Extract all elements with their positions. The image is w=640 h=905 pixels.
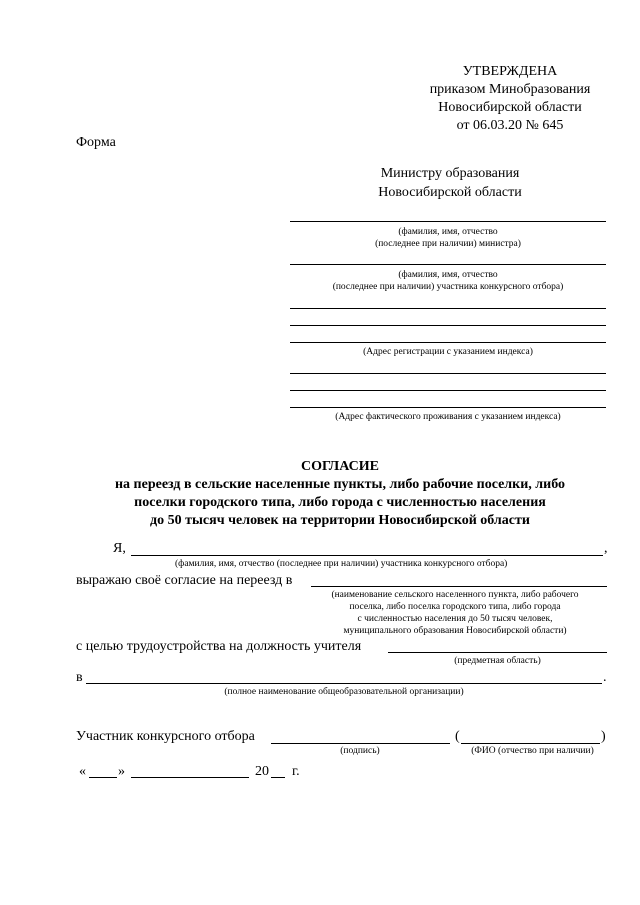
addressee-line-2: Новосибирской области xyxy=(378,185,522,200)
approval-date: от 06.03.20 № 645 xyxy=(456,118,564,133)
participant-label: Участник конкурсного отбора xyxy=(76,729,255,744)
v-label: в xyxy=(76,670,83,685)
date-year-suffix: г. xyxy=(292,764,300,779)
approval-region: Новосибирской области xyxy=(438,100,582,115)
applicant-name-hint: (фамилия, имя, отчество (последнее при наличии) участника конкурсного отбора) xyxy=(175,559,508,569)
actual-address-field-2[interactable] xyxy=(290,390,606,391)
reg-address-hint: (Адрес регистрации с указанием индекса) xyxy=(363,347,533,357)
actual-address-hint: (Адрес фактического проживания с указанием индекса) xyxy=(335,412,561,422)
fio-hint: (ФИО (отчество при наличии) xyxy=(471,746,594,756)
consent-text: выражаю своё согласие на переезд в xyxy=(76,573,293,588)
fio-close-paren: ) xyxy=(601,729,606,744)
reg-address-field-3[interactable] xyxy=(290,342,606,343)
purpose-text: с целью трудоустройства на должность учителя xyxy=(76,639,362,654)
approval-heading: УТВЕРЖДЕНА xyxy=(462,64,558,79)
v-period: . xyxy=(603,670,607,685)
consent-title-line-3: до 50 тысяч человек на территории Новосибирской области xyxy=(150,513,530,528)
date-day-field[interactable] xyxy=(89,777,117,778)
ya-comma: , xyxy=(604,541,608,556)
reg-address-field-1[interactable] xyxy=(290,308,606,309)
organization-hint: (полное наименование общеобразовательной организации) xyxy=(224,687,464,697)
participant-hint-2: (последнее при наличии) участника конкурсного отбора) xyxy=(332,282,564,292)
consent-heading: СОГЛАСИЕ xyxy=(301,459,379,474)
organization-field[interactable] xyxy=(86,683,602,684)
date-year-field[interactable] xyxy=(271,777,285,778)
signature-field[interactable] xyxy=(271,743,450,744)
addressee-line-1: Министру образования xyxy=(380,166,520,181)
actual-address-field-3[interactable] xyxy=(290,407,606,408)
fio-open-paren: ( xyxy=(455,729,460,744)
minister-hint-1: (фамилия, имя, отчество xyxy=(398,227,498,237)
place-hint-2: поселка, либо поселка городского типа, либо города xyxy=(349,602,561,612)
consent-title-line-2: поселки городского типа, либо города с численностью населения xyxy=(134,495,546,510)
participant-hint-1: (фамилия, имя, отчество xyxy=(398,270,498,280)
approval-order: приказом Минобразования xyxy=(429,82,591,97)
actual-address-field-1[interactable] xyxy=(290,373,606,374)
fio-field[interactable] xyxy=(461,743,600,744)
place-hint-4: муниципального образования Новосибирской области) xyxy=(343,626,567,636)
date-year-prefix: 20 xyxy=(255,764,269,779)
minister-name-field[interactable] xyxy=(290,221,606,222)
subject-field[interactable] xyxy=(388,652,607,653)
minister-hint-2: (последнее при наличии) министра) xyxy=(375,239,521,249)
consent-title-line-1: на переезд в сельские населенные пункты, либо рабочие поселки, либо xyxy=(114,477,566,492)
participant-name-field[interactable] xyxy=(290,264,606,265)
reg-address-field-2[interactable] xyxy=(290,325,606,326)
form-label: Форма xyxy=(76,135,116,150)
signature-hint: (подпись) xyxy=(340,746,380,756)
date-open-quote: « xyxy=(79,764,86,779)
applicant-name-field[interactable] xyxy=(131,555,603,556)
subject-hint: (предметная область) xyxy=(454,656,541,666)
date-close-quote: » xyxy=(118,764,125,779)
destination-field[interactable] xyxy=(311,586,607,587)
place-hint-1: (наименование сельского населенного пункта, либо рабочего xyxy=(331,590,579,600)
date-month-field[interactable] xyxy=(131,777,249,778)
place-hint-3: с численностью населения до 50 тысяч человек, xyxy=(357,614,553,624)
ya-label: Я, xyxy=(113,541,126,556)
